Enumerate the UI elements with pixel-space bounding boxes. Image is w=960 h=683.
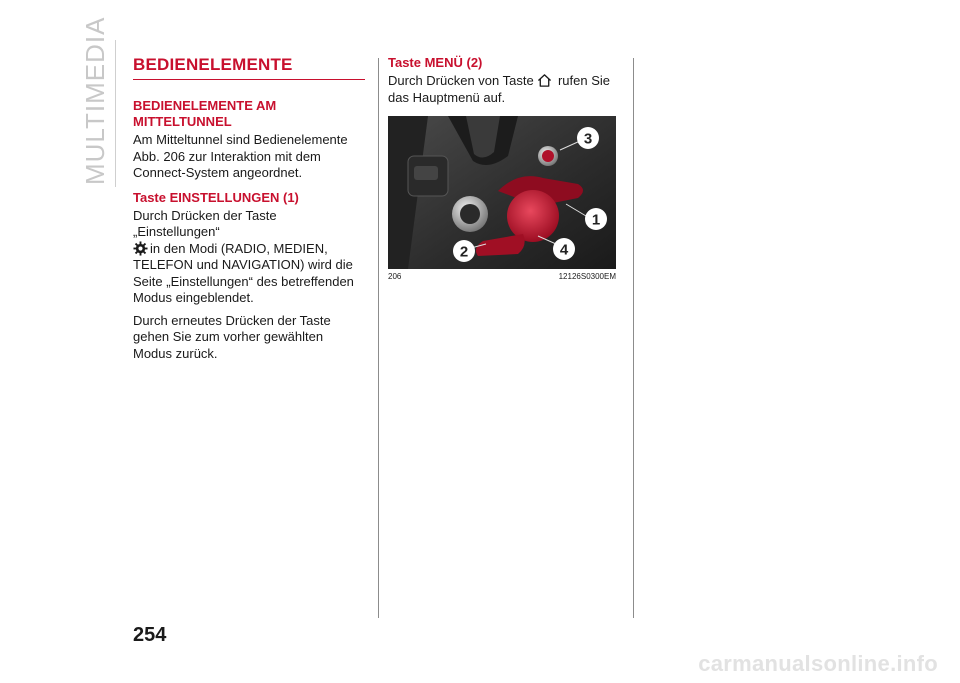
settings-paragraph: [133, 208, 365, 307]
column-divider-left: [378, 58, 379, 618]
settings-line1: Durch Drücken der Taste „Einstellungen“: [133, 207, 277, 239]
menu-text-pre: Durch Drücken von Taste: [388, 73, 534, 88]
settings-line2: in den Modi (RADIO, MEDIEN, TELEFON und NAVIGATION) wird die Seite „Einstellungen“ des betreffenden Modus eingeblendet.: [133, 240, 354, 305]
callout-2: 2: [459, 243, 469, 261]
callout-1: 1: [591, 211, 601, 229]
figure-code: 12126S0300EM: [558, 272, 616, 281]
right-column: [388, 55, 618, 281]
menu-paragraph: [388, 73, 618, 106]
home-icon: [537, 73, 552, 88]
page-number: 254: [133, 624, 167, 646]
settings-title: Taste EINSTELLUNGEN (1): [133, 189, 299, 205]
side-tab: [80, 16, 110, 185]
menu-title: Taste MENÜ (2): [388, 55, 483, 70]
side-tab-divider: [115, 40, 116, 187]
figure-number: 206: [388, 272, 402, 281]
center-console-photo: [388, 116, 616, 269]
column-divider-right: [633, 58, 634, 618]
watermark: carmanualsonline.info: [698, 651, 938, 676]
intro-paragraph: Am Mitteltunnel sind Bedienelemente Abb. 206 zur Interaktion mit dem Connect-System angeordnet.: [133, 132, 348, 180]
section-title: BEDIENELEMENTE: [133, 55, 365, 80]
settings-back-paragraph: Durch erneutes Drücken der Taste gehen Sie zum vorher gewählten Modus zurück.: [133, 312, 331, 361]
subsection-title: BEDIENELEMENTE AM MITTELTUNNEL: [133, 98, 277, 129]
figure-206: [388, 116, 616, 281]
side-tab-label: MULTIMEDIA: [80, 16, 110, 185]
figure-caption: [388, 272, 616, 281]
menu-text-post: rufen Sie das Hauptmenü auf.: [388, 73, 611, 105]
callout-4: 4: [559, 241, 569, 259]
left-column: [133, 55, 365, 368]
gear-icon: [133, 241, 148, 256]
callout-3: 3: [583, 130, 593, 148]
